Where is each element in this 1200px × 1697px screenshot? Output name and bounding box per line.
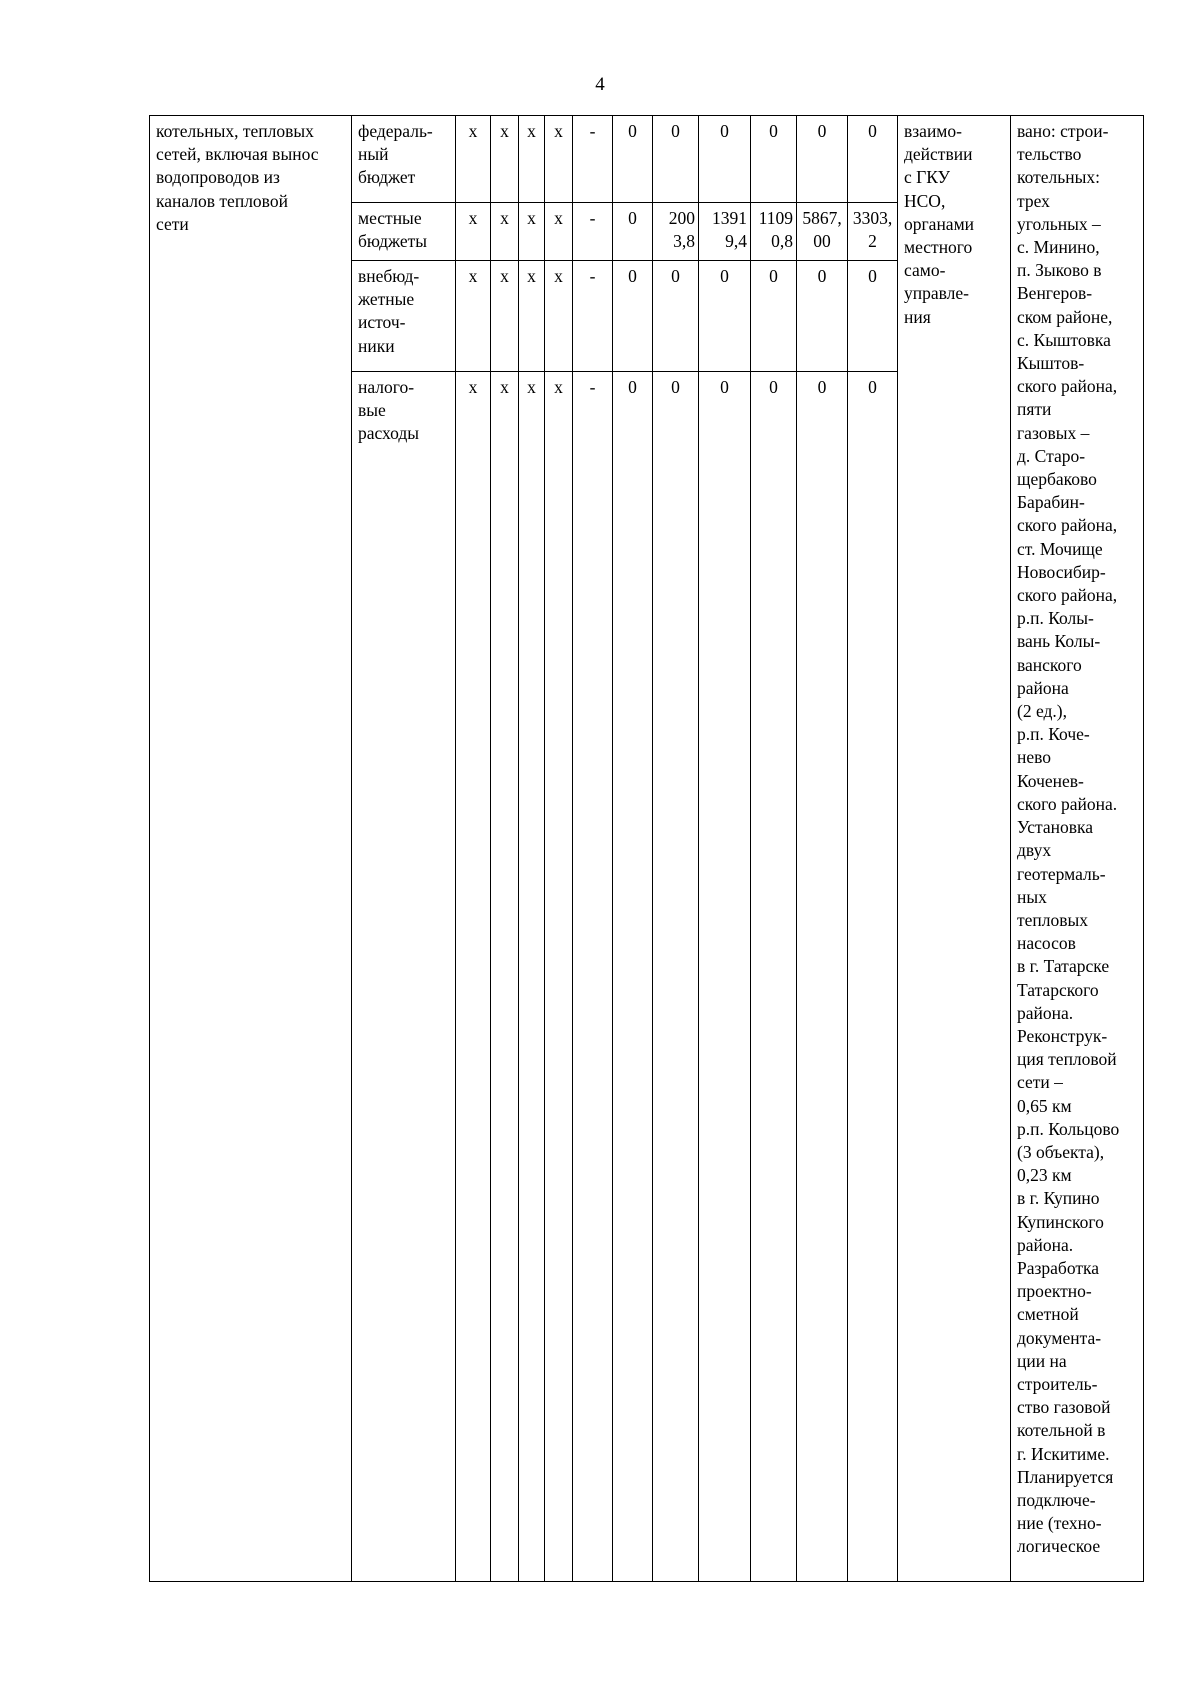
- result-line: ванского: [1017, 654, 1082, 675]
- mark-cell: х: [519, 116, 545, 203]
- value-line: 0: [817, 266, 827, 286]
- value-line: 1391: [712, 208, 747, 228]
- executor-line: само-: [904, 260, 946, 281]
- result-line: р.п. Коче-: [1017, 724, 1090, 745]
- value-cell: [751, 261, 797, 372]
- result-line: котельных:: [1017, 167, 1100, 188]
- value-cell: [699, 261, 751, 372]
- result-line: (2 ед.),: [1017, 701, 1067, 722]
- result-line: Реконструк-: [1017, 1025, 1108, 1046]
- result-line: д. Старо-: [1017, 445, 1086, 466]
- result-line: вань Колы-: [1017, 631, 1101, 652]
- result-line: двух: [1017, 840, 1052, 861]
- source-cell: [352, 203, 456, 261]
- result-line: района.: [1017, 1234, 1074, 1255]
- result-line: ского района.: [1017, 793, 1118, 814]
- source-line: федераль-: [358, 121, 433, 141]
- executor-line: с ГКУ: [904, 167, 950, 188]
- mark-cell: х: [545, 116, 573, 203]
- result-line: Новосибир-: [1017, 561, 1106, 582]
- value-line: 0: [769, 377, 778, 397]
- dash-cell: -: [573, 372, 613, 1582]
- value-line: 0,8: [771, 231, 793, 252]
- value-cell: [848, 261, 898, 372]
- value-cell: [653, 203, 699, 261]
- value-line: 3303,: [852, 208, 893, 228]
- value-line: 0: [817, 121, 827, 141]
- mark-cell: х: [519, 372, 545, 1582]
- value-line: 0: [769, 121, 778, 141]
- value-cell: [613, 116, 653, 203]
- mark-cell: х: [519, 203, 545, 261]
- result-line: пяти: [1017, 399, 1052, 420]
- source-line: бюджет: [358, 167, 416, 188]
- value-line: 0: [671, 377, 680, 397]
- source-line: ники: [358, 335, 395, 356]
- result-line: подключе-: [1017, 1489, 1096, 1510]
- result-line: документа-: [1017, 1327, 1102, 1348]
- value-line: 00: [813, 231, 831, 252]
- result-line: вано: строи-: [1017, 121, 1109, 141]
- value-cell: [797, 372, 848, 1582]
- value-cell: [751, 116, 797, 203]
- value-cell: [613, 203, 653, 261]
- value-line: 0: [628, 377, 637, 397]
- value-line: 2: [868, 231, 877, 252]
- result-line: ского района,: [1017, 376, 1118, 397]
- value-line: 0: [720, 121, 729, 141]
- result-line: 0,23 км: [1017, 1165, 1072, 1186]
- executor-line: действии: [904, 144, 973, 165]
- result-line: ции на: [1017, 1350, 1067, 1371]
- result-line: в г. Купино: [1017, 1188, 1100, 1209]
- value-cell: [653, 261, 699, 372]
- value-line: 0: [671, 266, 680, 286]
- result-line: р.п. Колы-: [1017, 608, 1094, 629]
- result-line: в г. Татарске: [1017, 956, 1110, 977]
- value-line: 200: [668, 208, 695, 228]
- dash-cell: -: [573, 261, 613, 372]
- value-line: 0: [769, 266, 778, 286]
- result-line: ция тепловой: [1017, 1049, 1117, 1070]
- result-line: тепловых: [1017, 909, 1089, 930]
- mark-cell: х: [491, 261, 519, 372]
- value-line: 0: [817, 377, 827, 397]
- result-line: геотермаль-: [1017, 863, 1106, 884]
- value-cell: [751, 372, 797, 1582]
- result-line: газовых –: [1017, 422, 1090, 443]
- source-line: ный: [358, 144, 389, 165]
- source-line: внебюд-: [358, 266, 420, 286]
- source-line: расходы: [358, 423, 420, 444]
- result-line: угольных –: [1017, 213, 1101, 234]
- value-cell: [699, 116, 751, 203]
- result-line: щербаково: [1017, 469, 1097, 490]
- result-line: Барабин-: [1017, 492, 1085, 513]
- description-line: водопроводов из: [156, 167, 280, 188]
- executor-line: органами: [904, 213, 975, 234]
- value-line: 0: [868, 377, 877, 397]
- value-cell: [653, 372, 699, 1582]
- mark-cell: х: [491, 372, 519, 1582]
- value-line: 0: [628, 208, 637, 228]
- result-line: Купинского: [1017, 1211, 1104, 1232]
- value-line: 9,4: [725, 231, 747, 252]
- value-cell: [699, 203, 751, 261]
- result-line: Татарского: [1017, 979, 1099, 1000]
- result-line: ском районе,: [1017, 306, 1113, 327]
- value-cell: [613, 372, 653, 1582]
- result-line: Коченев-: [1017, 770, 1084, 791]
- source-line: жетные: [358, 289, 415, 310]
- mark-cell: х: [545, 372, 573, 1582]
- value-line: 5867,: [802, 208, 842, 228]
- description-line: котельных, тепловых: [156, 121, 314, 141]
- result-line: ст. Мочище: [1017, 538, 1103, 559]
- result-line: Кыштов-: [1017, 353, 1085, 374]
- result-line: Разработка: [1017, 1257, 1100, 1278]
- result-cell: [1011, 116, 1144, 1582]
- executor-line: НСО,: [904, 190, 946, 211]
- result-line: проектно-: [1017, 1281, 1092, 1302]
- executor-line: взаимо-: [904, 121, 962, 141]
- description-line: каналов тепловой: [156, 190, 288, 211]
- mark-cell: х: [545, 203, 573, 261]
- mark-cell: х: [519, 261, 545, 372]
- value-cell: [797, 261, 848, 372]
- description-cell: [150, 116, 352, 1582]
- description-line: сети: [156, 213, 189, 234]
- result-line: ние (техно-: [1017, 1513, 1102, 1534]
- value-cell: [797, 116, 848, 203]
- result-line: с. Кыштовка: [1017, 329, 1111, 350]
- result-line: тельство: [1017, 144, 1082, 165]
- dash-cell: -: [573, 116, 613, 203]
- source-line: вые: [358, 400, 386, 421]
- mark-cell: х: [456, 203, 491, 261]
- source-line: источ-: [358, 312, 406, 333]
- mark-cell: х: [545, 261, 573, 372]
- source-line: налого-: [358, 377, 415, 397]
- value-line: 0: [628, 121, 637, 141]
- result-line: р.п. Кольцово: [1017, 1118, 1120, 1139]
- result-line: сметной: [1017, 1304, 1079, 1325]
- source-cell: [352, 261, 456, 372]
- value-line: 0: [628, 266, 637, 286]
- result-line: строитель-: [1017, 1373, 1098, 1394]
- result-line: Установка: [1017, 817, 1094, 838]
- mark-cell: х: [491, 116, 519, 203]
- value-cell: [613, 261, 653, 372]
- source-line: местные: [358, 208, 422, 228]
- value-cell: [699, 372, 751, 1582]
- result-line: г. Искитиме.: [1017, 1443, 1110, 1464]
- result-line: сети –: [1017, 1072, 1063, 1093]
- result-line: (3 объекта),: [1017, 1141, 1105, 1162]
- program-table: [149, 115, 1144, 1582]
- mark-cell: х: [456, 372, 491, 1582]
- result-line: ского района,: [1017, 585, 1118, 606]
- executor-line: местного: [904, 237, 973, 258]
- value-line: 0: [720, 377, 729, 397]
- value-line: 0: [868, 121, 877, 141]
- result-line: ство газовой: [1017, 1397, 1111, 1418]
- mark-cell: х: [456, 116, 491, 203]
- source-cell: [352, 116, 456, 203]
- value-line: 0: [868, 266, 877, 286]
- value-line: 0: [671, 121, 680, 141]
- page-number: 4: [595, 74, 605, 95]
- table-body: [150, 116, 1144, 1582]
- executor-line: управле-: [904, 283, 969, 304]
- value-line: 1109: [758, 208, 793, 228]
- result-line: Планируется: [1017, 1466, 1114, 1487]
- value-cell: [848, 203, 898, 261]
- mark-cell: х: [491, 203, 519, 261]
- result-line: района: [1017, 677, 1069, 698]
- value-cell: [653, 116, 699, 203]
- result-line: 0,65 км: [1017, 1095, 1072, 1116]
- dash-cell: -: [573, 203, 613, 261]
- description-line: сетей, включая вынос: [156, 144, 319, 165]
- result-line: логическое: [1017, 1536, 1101, 1557]
- result-line: с. Минино,: [1017, 237, 1100, 258]
- executor-cell: [898, 116, 1011, 1582]
- value-cell: [848, 116, 898, 203]
- result-line: нево: [1017, 747, 1052, 768]
- result-line: п. Зыково в: [1017, 260, 1102, 281]
- result-line: Венгеров-: [1017, 283, 1093, 304]
- value-line: 0: [720, 266, 729, 286]
- source-line: бюджеты: [358, 231, 428, 252]
- result-line: района.: [1017, 1002, 1074, 1023]
- result-line: трех: [1017, 190, 1050, 211]
- value-cell: [848, 372, 898, 1582]
- result-line: насосов: [1017, 933, 1076, 954]
- value-cell: [797, 203, 848, 261]
- result-line: ных: [1017, 886, 1047, 907]
- executor-line: ния: [904, 306, 931, 327]
- value-cell: [751, 203, 797, 261]
- source-cell: [352, 372, 456, 1582]
- result-line: котельной в: [1017, 1420, 1106, 1441]
- value-line: 3,8: [673, 231, 695, 252]
- result-line: ского района,: [1017, 515, 1118, 536]
- mark-cell: х: [456, 261, 491, 372]
- table-row-federal: [150, 116, 1144, 203]
